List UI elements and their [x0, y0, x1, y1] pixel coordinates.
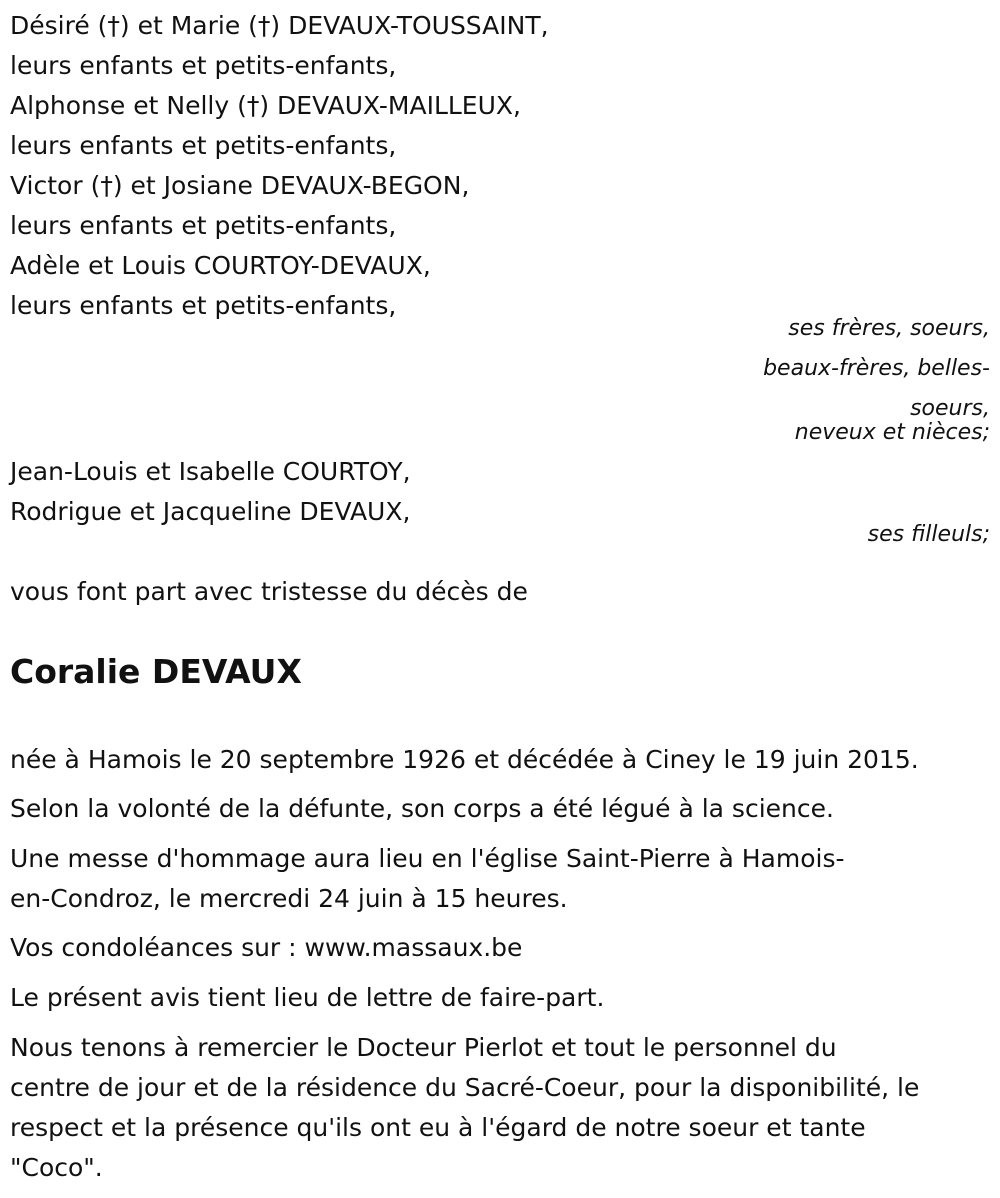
family-line: Victor (†) et Josiane DEVAUX-BEGON,: [10, 171, 470, 200]
detail-line: Selon la volonté de la défunte, son corps a été légué à la science.: [10, 794, 834, 823]
deceased-name: Coralie DEVAUX: [10, 652, 302, 691]
godchild-line: Jean-Louis et Isabelle COURTOY,: [10, 457, 411, 486]
family-line: Désiré (†) et Marie (†) DEVAUX-TOUSSAINT,: [10, 11, 549, 40]
detail-line: Le présent avis tient lieu de lettre de faire-part.: [10, 983, 605, 1012]
family-line: leurs enfants et petits-enfants,: [10, 51, 397, 80]
detail-line: Vos condoléances sur : www.massaux.be: [10, 933, 523, 962]
family-role: neveux et nièces;: [794, 420, 990, 445]
detail-line: née à Hamois le 20 septembre 1926 et décédée à Ciney le 19 juin 2015.: [10, 745, 919, 774]
family-line: Adèle et Louis COURTOY-DEVAUX,: [10, 251, 431, 280]
family-line: leurs enfants et petits-enfants,: [10, 211, 397, 240]
detail-line: "Coco".: [10, 1153, 103, 1182]
family-line: leurs enfants et petits-enfants,: [10, 131, 397, 160]
detail-line: en-Condroz, le mercredi 24 juin à 15 heures.: [10, 884, 568, 913]
detail-line: Une messe d'hommage aura lieu en l'église Saint-Pierre à Hamois-: [10, 844, 845, 873]
godchildren-role: ses filleuls;: [867, 522, 990, 547]
detail-line: respect et la présence qu'ils ont eu à l'égard de notre soeur et tante: [10, 1113, 866, 1142]
family-role: ses frères, soeurs,: [788, 316, 990, 341]
family-line: Alphonse et Nelly (†) DEVAUX-MAILLEUX,: [10, 91, 521, 120]
family-line: leurs enfants et petits-enfants,: [10, 291, 397, 320]
detail-line: Nous tenons à remercier le Docteur Pierlot et tout le personnel du: [10, 1033, 837, 1062]
announcement: vous font part avec tristesse du décès de: [10, 577, 528, 606]
family-role: beaux-frères, belles-: [763, 356, 990, 381]
detail-line: centre de jour et de la résidence du Sacré-Coeur, pour la disponibilité, le: [10, 1073, 920, 1102]
godchild-line: Rodrigue et Jacqueline DEVAUX,: [10, 497, 411, 526]
family-role: soeurs,: [910, 396, 990, 421]
